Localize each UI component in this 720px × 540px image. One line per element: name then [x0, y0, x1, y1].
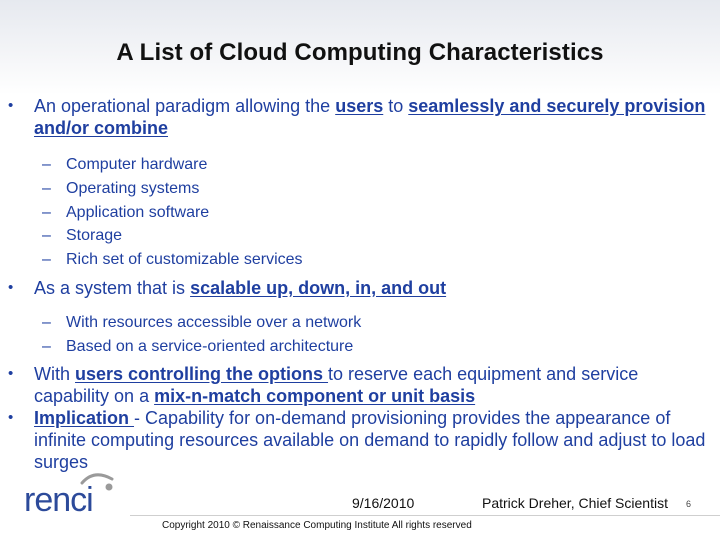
bullet-2	[8, 277, 713, 299]
bullet-icon: •	[8, 364, 14, 382]
bullet-icon: •	[8, 97, 14, 114]
logo-text: renci	[24, 481, 93, 519]
bullet-1-text: An operational paradigm allowing the users to seamlessly and securely provision and/or combine	[34, 96, 706, 138]
bullet-2-text: As a system that is scalable up, down, in, and out	[34, 277, 447, 298]
list-item: – Based on a service-oriented architecture	[8, 335, 713, 359]
list-item: – Computer hardware	[8, 153, 713, 177]
bullet-2-sublist	[8, 311, 713, 359]
dash-icon: –	[42, 251, 51, 269]
copyright-notice: Copyright 2010 © Renaissance Computing Institute All rights reserved	[162, 520, 472, 531]
footer-author: Patrick Dreher, Chief Scientist	[482, 495, 668, 511]
bullet-4-text: Implication - Capability for on-demand provisioning provides the appearance of infinite computing resources available on demand to rapidly follow and adjust to load surges	[34, 407, 706, 472]
dash-icon: –	[42, 156, 51, 173]
slide-title: A List of Cloud Computing Characteristics	[116, 39, 604, 66]
bullet-3	[8, 363, 713, 407]
page-number: 6	[686, 499, 692, 509]
footer-date: 9/16/2010	[352, 495, 415, 511]
list-item: – Rich set of customizable services	[8, 248, 713, 272]
slide-content	[8, 95, 713, 473]
list-item: – Application software	[8, 201, 713, 225]
bullet-3-text: With users controlling the options to reserve each equipment and service capability on a mix-n-match component or unit basis	[34, 363, 639, 406]
bullet-1	[8, 95, 713, 139]
footer-divider	[130, 515, 720, 516]
bullet-1-sublist	[8, 153, 713, 272]
dash-icon: –	[42, 227, 51, 245]
dash-icon: –	[42, 313, 51, 331]
list-item: – Storage	[8, 224, 713, 248]
bullet-4	[8, 407, 713, 473]
dash-icon: –	[42, 337, 51, 355]
list-item: – Operating systems	[8, 177, 713, 201]
list-item: – With resources accessible over a network	[8, 311, 713, 335]
dash-icon: –	[42, 203, 51, 221]
renci-logo	[24, 471, 116, 523]
bullet-icon: •	[8, 278, 14, 296]
bullet-icon: •	[8, 408, 14, 426]
dash-icon: –	[42, 179, 51, 197]
